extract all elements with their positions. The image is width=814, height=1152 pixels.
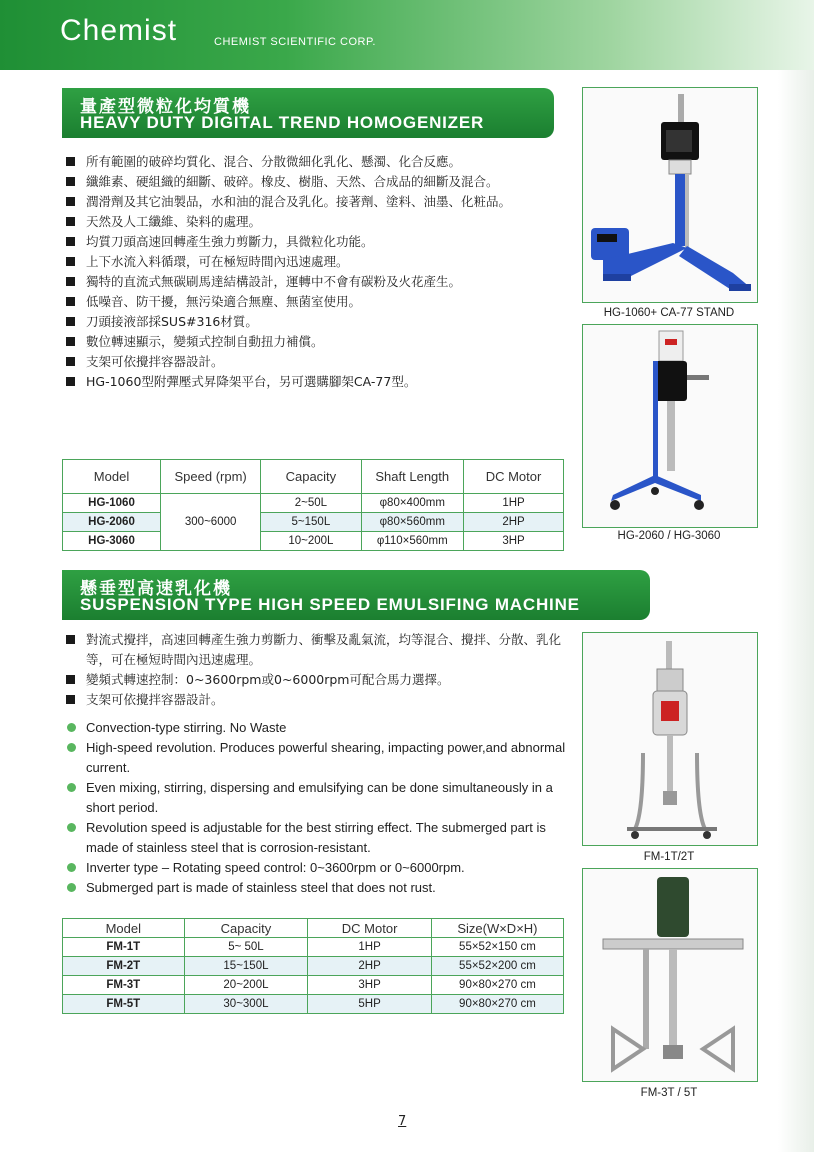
list-item: 低噪音、防干擾，無污染適合無塵、無菌室使用。 — [66, 292, 566, 312]
list-item: 纖維素、硬組織的細斷、破碎。橡皮、樹脂、天然、合成品的細斷及混合。 — [66, 172, 566, 192]
section1-feature-list — [66, 152, 566, 392]
list-item: 刀頭接液部採SUS#316材質。 — [66, 312, 566, 332]
cell-size: 90×80×270 cm — [431, 976, 563, 995]
list-item: 變頻式轉速控制：0~3600rpm或0~6000rpm可配合馬力選擇。 — [66, 670, 566, 690]
homogenizer-stand-image — [583, 88, 757, 302]
list-item: Submerged part is made of stainless steel that does not rust. — [66, 878, 566, 898]
product-photo-hg1060 — [582, 87, 758, 303]
cell-shaft: φ110×560mm — [361, 532, 464, 551]
list-item: 獨特的直流式無碳刷馬達結構設計，運轉中不會有碳粉及火花產生。 — [66, 272, 566, 292]
table-row — [63, 532, 564, 551]
cell-model: FM-5T — [63, 995, 185, 1014]
page-number: 7 — [398, 1114, 407, 1129]
bullet-square-icon — [66, 357, 75, 366]
cell-motor: 2HP — [308, 957, 432, 976]
list-item: Inverter type – Rotating speed control: 0~3600rpm or 0~6000rpm. — [66, 858, 566, 878]
col-header-model: Model — [63, 919, 185, 938]
cell-model: HG-3060 — [63, 532, 161, 551]
section2-title-en: SUSPENSION TYPE HIGH SPEED EMULSIFING MACHINE — [80, 595, 580, 614]
cell-shaft: φ80×400mm — [361, 494, 464, 513]
cell-model: FM-1T — [63, 938, 185, 957]
list-item: 支架可依攪拌容器設計。 — [66, 352, 566, 372]
section1-title-band — [62, 88, 554, 138]
cell-motor: 3HP — [464, 532, 564, 551]
cell-capacity: 2~50L — [261, 494, 361, 513]
header-bar — [0, 0, 814, 70]
fm-spec-table — [62, 918, 564, 1014]
bullet-dot-icon — [67, 783, 76, 792]
cell-shaft: φ80×560mm — [361, 513, 464, 532]
product-photo-hg2060 — [582, 324, 758, 528]
product-photo-fm1t — [582, 632, 758, 846]
bullet-square-icon — [66, 217, 75, 226]
corp-name: CHEMIST SCIENTIFIC CORP. — [214, 36, 376, 48]
table-row — [63, 938, 564, 957]
col-header-model: Model — [63, 460, 161, 494]
bullet-square-icon — [66, 237, 75, 246]
bullet-square-icon — [66, 337, 75, 346]
bullet-square-icon — [66, 177, 75, 186]
list-item: 天然及人工纖維、染料的處理。 — [66, 212, 566, 232]
bullet-square-icon — [66, 257, 75, 266]
table-header-row — [63, 460, 564, 494]
table-row — [63, 957, 564, 976]
bullet-square-icon — [66, 377, 75, 386]
section1-title-en: HEAVY DUTY DIGITAL TREND HOMOGENIZER — [80, 113, 485, 132]
list-item: 數位轉速顯示，變頻式控制自動扭力補償。 — [66, 332, 566, 352]
section2-feature-list-zh — [66, 630, 566, 710]
cell-motor: 3HP — [308, 976, 432, 995]
cell-capacity: 30~300L — [184, 995, 308, 1014]
bullet-square-icon — [66, 297, 75, 306]
section2-title-zh: 懸垂型高速乳化機 — [80, 579, 232, 599]
cell-motor: 5HP — [308, 995, 432, 1014]
list-item: Revolution speed is adjustable for the best stirring effect. The submerged part is made of stainless steel that is corrosion-resistant. — [66, 818, 566, 858]
emulsifier-large-stand-image — [583, 869, 757, 1081]
cell-model: HG-1060 — [63, 494, 161, 513]
table-row — [63, 513, 564, 532]
cell-speed: 300~6000 — [161, 494, 261, 551]
list-item: Convection-type stirring. No Waste — [66, 718, 566, 738]
list-item: 支架可依攪拌容器設計。 — [66, 690, 566, 710]
list-item: 均質刀頭高速回轉產生強力剪斷力，具微粒化功能。 — [66, 232, 566, 252]
cell-model: HG-2060 — [63, 513, 161, 532]
table-row — [63, 995, 564, 1014]
caption-hg1060: HG-1060+ CA-77 STAND — [603, 307, 735, 319]
section1-title-zh: 量產型微粒化均質機 — [80, 97, 251, 117]
list-item: 所有範圍的破碎均質化、混合、分散微細化乳化、懸濁、化合反應。 — [66, 152, 566, 172]
col-header-motor: DC Motor — [308, 919, 432, 938]
col-header-shaft: Shaft Length — [361, 460, 464, 494]
cell-capacity: 20~200L — [184, 976, 308, 995]
table-row — [63, 976, 564, 995]
cell-size: 55×52×200 cm — [431, 957, 563, 976]
col-header-motor: DC Motor — [464, 460, 564, 494]
section2-feature-list-en — [66, 718, 566, 898]
bullet-dot-icon — [67, 863, 76, 872]
table-header-row — [63, 919, 564, 938]
bullet-square-icon — [66, 695, 75, 704]
hg-spec-table — [62, 459, 564, 551]
logo: Chemist — [60, 14, 178, 47]
page-edge — [778, 0, 814, 1152]
list-item: 上下水流入料循環，可在極短時間內迅速處理。 — [66, 252, 566, 272]
homogenizer-cart-stand-image — [583, 325, 757, 527]
caption-fm3t: FM-3T / 5T — [640, 1087, 698, 1099]
product-photo-fm3t — [582, 868, 758, 1082]
list-item: 潤滑劑及其它油製品，水和油的混合及乳化。接著劑、塗料、油墨、化粧品。 — [66, 192, 566, 212]
cell-model: FM-3T — [63, 976, 185, 995]
cell-capacity: 5~ 50L — [184, 938, 308, 957]
section2-title-band — [62, 570, 650, 620]
list-item: 對流式攪拌，高速回轉產生強力剪斷力、衝擊及亂氣流，均等混合、攪拌、分散、乳化等，可在極短時間內迅速處理。 — [66, 630, 566, 670]
bullet-dot-icon — [67, 823, 76, 832]
col-header-speed: Speed (rpm) — [161, 460, 261, 494]
bullet-dot-icon — [67, 723, 76, 732]
cell-motor: 1HP — [464, 494, 564, 513]
col-header-capacity: Capacity — [261, 460, 361, 494]
bullet-square-icon — [66, 675, 75, 684]
cell-size: 55×52×150 cm — [431, 938, 563, 957]
bullet-square-icon — [66, 635, 75, 644]
cell-capacity: 15~150L — [184, 957, 308, 976]
bullet-dot-icon — [67, 743, 76, 752]
caption-fm1t: FM-1T/2T — [643, 851, 695, 863]
emulsifier-stand-image — [583, 633, 757, 845]
cell-capacity: 10~200L — [261, 532, 361, 551]
list-item: HG-1060型附彈壓式昇降架平台，另可選購腳架CA-77型。 — [66, 372, 566, 392]
col-header-capacity: Capacity — [184, 919, 308, 938]
cell-capacity: 5~150L — [261, 513, 361, 532]
cell-motor: 2HP — [464, 513, 564, 532]
cell-motor: 1HP — [308, 938, 432, 957]
bullet-square-icon — [66, 317, 75, 326]
list-item: Even mixing, stirring, dispersing and emulsifying can be done simultaneously in a short period. — [66, 778, 566, 818]
cell-model: FM-2T — [63, 957, 185, 976]
bullet-square-icon — [66, 197, 75, 206]
bullet-square-icon — [66, 277, 75, 286]
bullet-square-icon — [66, 157, 75, 166]
bullet-dot-icon — [67, 883, 76, 892]
col-header-size: Size(W×D×H) — [431, 919, 563, 938]
list-item: High-speed revolution. Produces powerful shearing, impacting power,and abnormal current. — [66, 738, 566, 778]
caption-hg2060: HG-2060 / HG-3060 — [617, 530, 721, 542]
cell-size: 90×80×270 cm — [431, 995, 563, 1014]
table-row — [63, 494, 564, 513]
